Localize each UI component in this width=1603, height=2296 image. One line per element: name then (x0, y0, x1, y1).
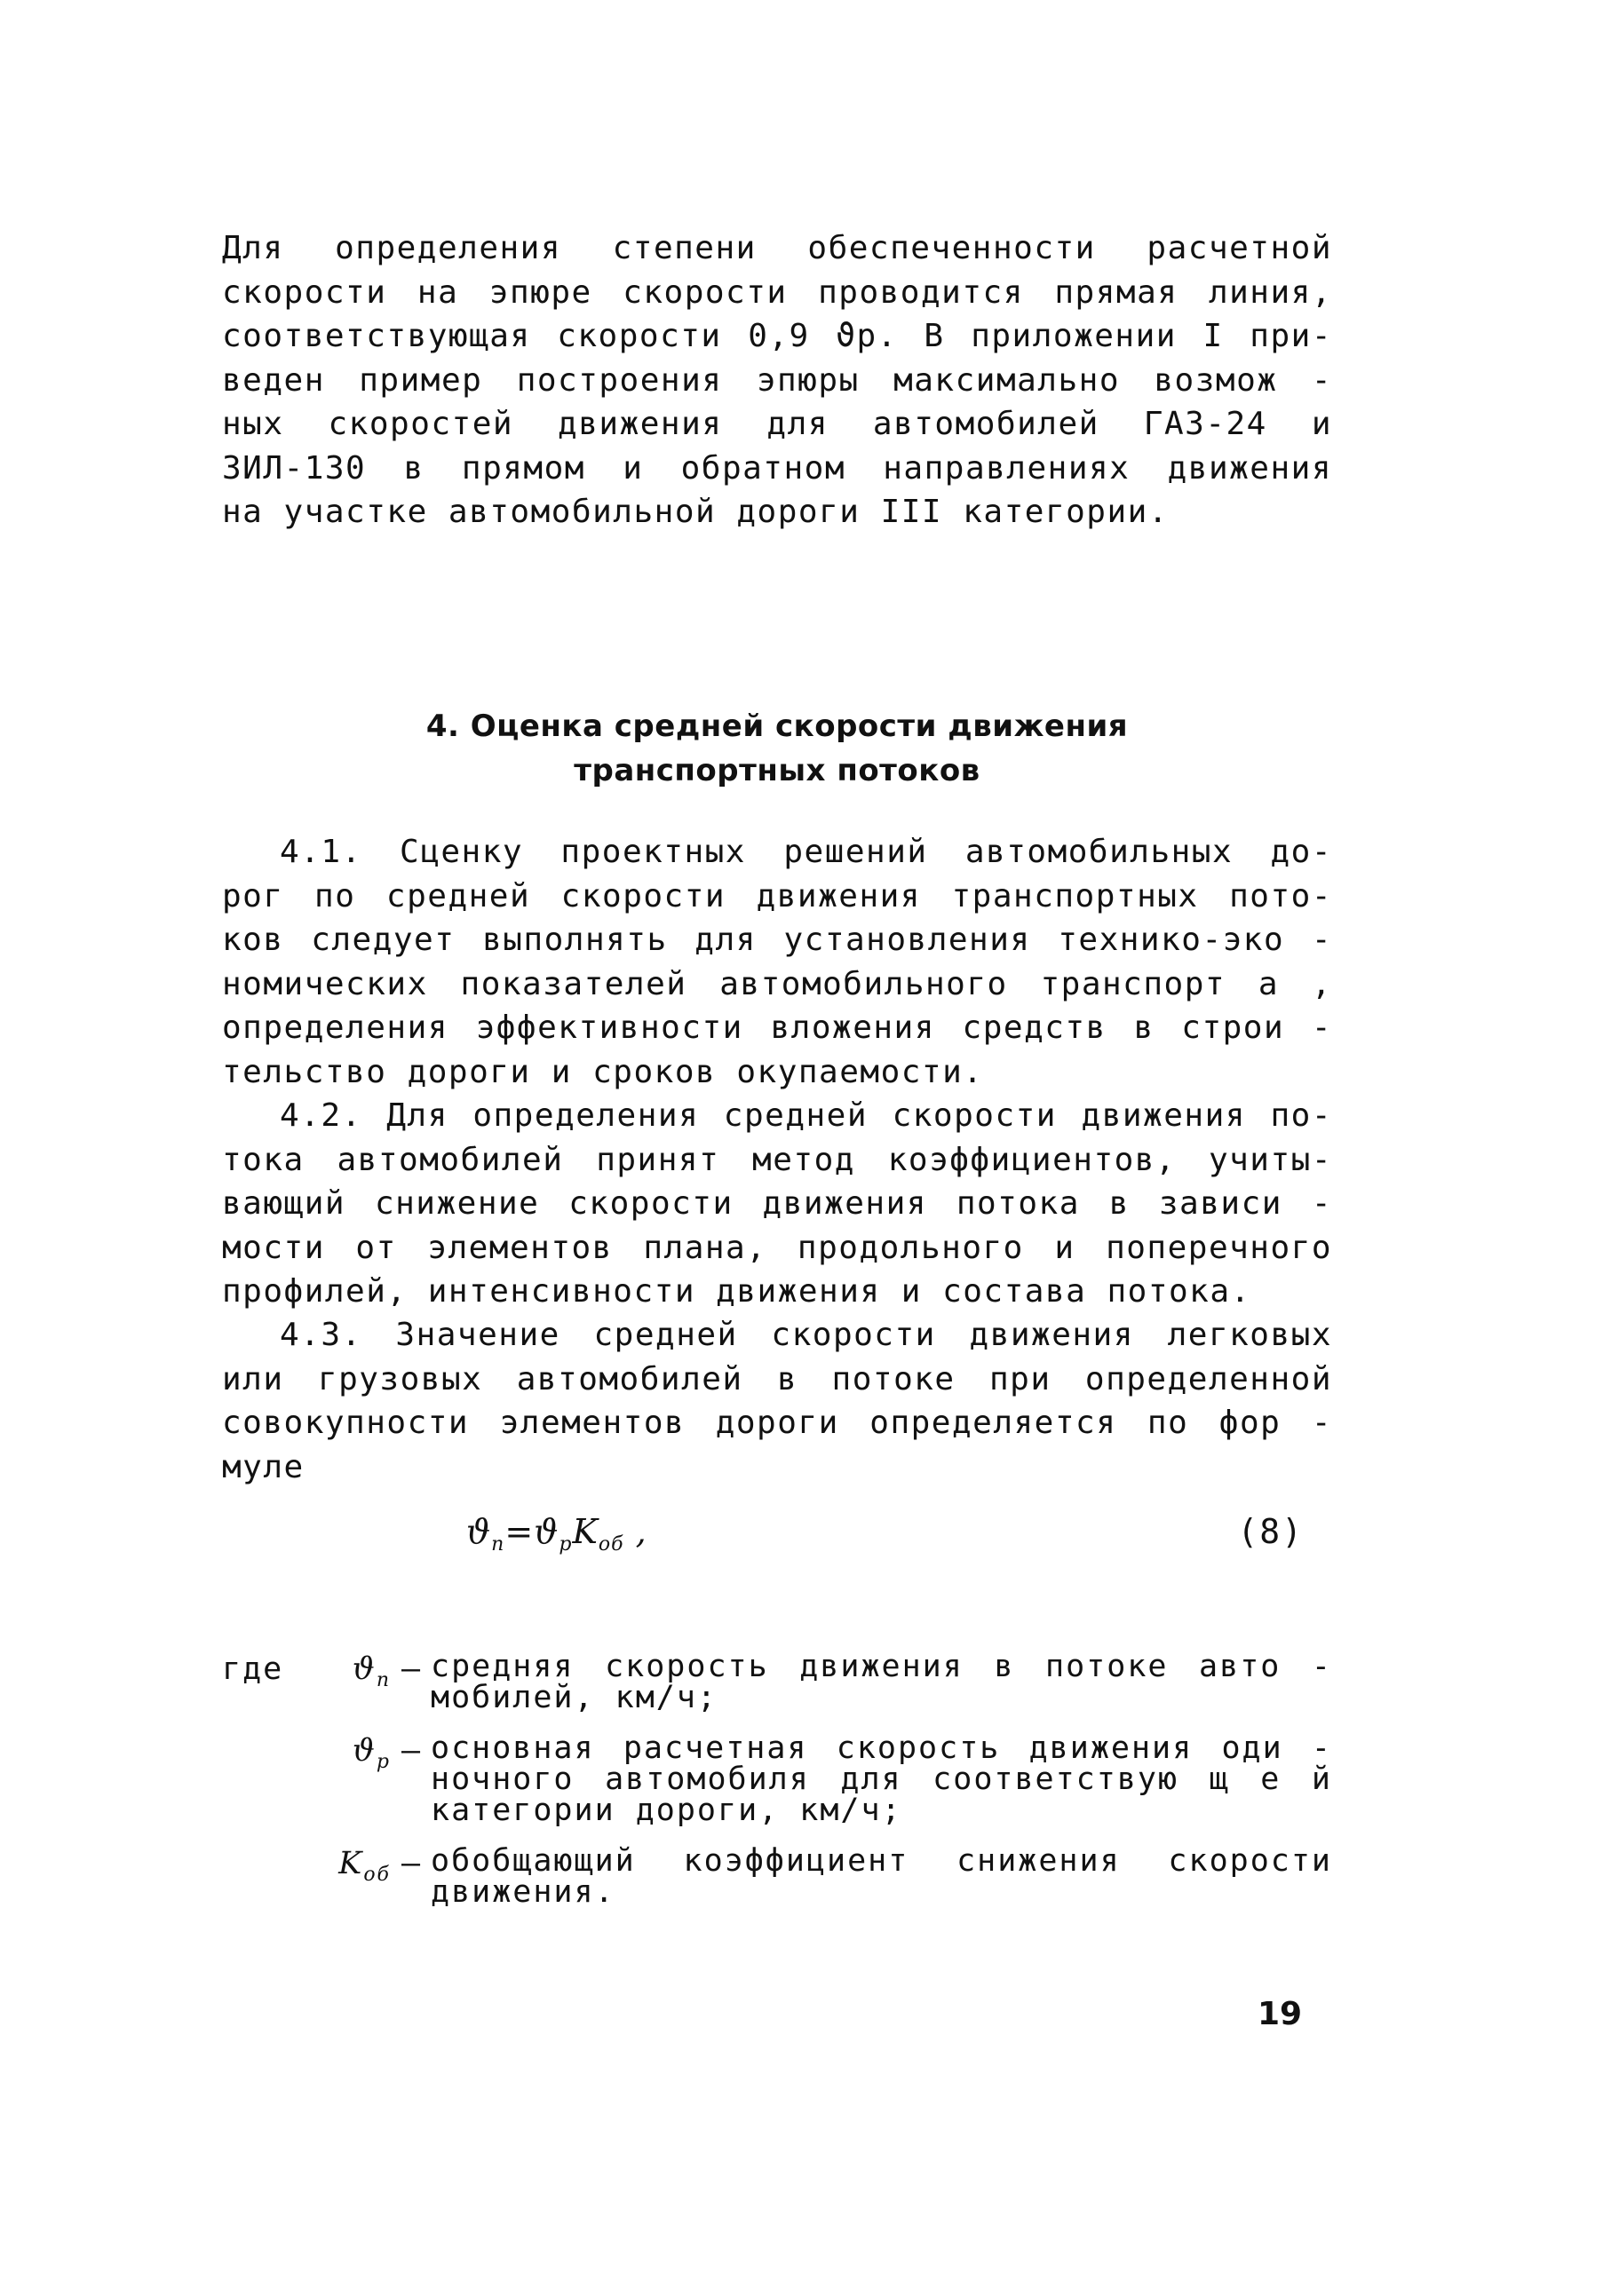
text-line: ЗИЛ-130 в прямом и обратном направлениях движения (222, 449, 1332, 487)
text-line: 4.1. Сценку проектных решений автомобильных до- (280, 834, 1332, 870)
text-line: мости от элементов плана, продольного и поперечного (222, 1229, 1332, 1266)
text-line: на участке автомобильной дороги III категории. (222, 494, 1169, 530)
section-heading (222, 704, 1332, 793)
text-line: номических показателей автомобильного транспорт а , (222, 965, 1332, 1002)
definition-text (431, 1843, 1332, 1910)
definition-item (222, 1730, 1332, 1828)
definition-line: обобщающий коэффициент снижения скорости (431, 1843, 1332, 1879)
intro-paragraph (222, 226, 1332, 534)
text-line: тока автомобилей принят метод коэффициентов, учиты- (222, 1141, 1332, 1178)
definitions-list (222, 1651, 1332, 1928)
formula-8 (222, 1512, 1332, 1565)
formula-number: (8) (1237, 1512, 1304, 1551)
formula-expression (466, 1512, 647, 1556)
definitions-where-label: где (222, 1651, 284, 1687)
text-line: совокупности элементов дороги определяется по фор - (222, 1405, 1332, 1441)
text-line: ных скоростей движения для автомобилей ГАЗ-24 и (222, 406, 1332, 442)
text-line: или грузовых автомобилей в потоке при определенной (222, 1360, 1332, 1397)
paragraph-4-3 (222, 1313, 1332, 1489)
text-line: 4.2. Для определения средней скорости движения по- (280, 1097, 1332, 1134)
definition-symbol: $ϑ_р$ (352, 1733, 391, 1773)
text-line: рог по средней скорости движения транспортных пото- (222, 877, 1332, 914)
definition-dash: – (401, 1846, 423, 1881)
formula-equals: = (504, 1512, 535, 1551)
definition-dash: – (401, 1651, 423, 1687)
definition-symbol: $ϑ_п$ (352, 1651, 391, 1691)
formula-coefficient-subscript: об (598, 1533, 624, 1556)
definition-line: средняя скорость движения в потоке авто - (431, 1649, 1332, 1684)
definition-line: мобилей, км/ч; (431, 1680, 718, 1715)
text-line: профилей, интенсивности движения и состава потока. (222, 1273, 1251, 1310)
text-line: определения эффективности вложения средств в строи - (222, 1009, 1332, 1046)
section-heading-line-1: 4. Оценка средней скорости движения (425, 709, 1129, 744)
text-line: ков следует выполнять для установления технико-эко - (222, 922, 1332, 958)
text-line: 4.3. Значение средней скорости движения легковых (280, 1317, 1332, 1353)
text-line: веден пример построения эпюры максимально возмож - (222, 361, 1332, 399)
formula-rhs-subscript: р (559, 1533, 573, 1556)
formula-lhs-subscript: п (491, 1533, 505, 1556)
definition-line: ночного автомобиля для соответствую щ е й (431, 1762, 1332, 1797)
formula-comma: , (623, 1512, 647, 1551)
text-line: скорости на эпюре скорости проводится прямая линия, (222, 273, 1332, 311)
definition-line: категории дороги, км/ч; (431, 1793, 902, 1828)
text-line: Для определения степени обеспеченности расчетной (222, 230, 1332, 266)
definition-line: основная расчетная скорость движения оди - (431, 1730, 1332, 1766)
page-number: 19 (1258, 1996, 1303, 2032)
definition-item (222, 1651, 1332, 1714)
text-line: вающий снижение скорости движения потока в зависи - (222, 1185, 1332, 1222)
definition-line: движения. (431, 1874, 615, 1910)
definition-item (222, 1843, 1332, 1910)
section-heading-line-2: транспортных потоков (574, 753, 980, 788)
definition-text (431, 1651, 1332, 1714)
text-line: тельство дороги и сроков окупаемости. (222, 1053, 984, 1090)
formula-lhs: ϑ (466, 1512, 492, 1551)
definition-text (431, 1730, 1332, 1828)
paragraph-4-1 (222, 830, 1332, 1094)
paragraph-4-2 (222, 1094, 1332, 1314)
formula-rhs: ϑ (534, 1512, 559, 1551)
text-line: соответствующая скорости 0,9 ϑр. В приложении I при- (222, 318, 1332, 354)
definition-dash: – (401, 1733, 423, 1769)
text-line: муле (222, 1448, 305, 1485)
definition-symbol: $K_{об}$ (338, 1846, 391, 1886)
formula-coefficient: K (572, 1512, 599, 1551)
